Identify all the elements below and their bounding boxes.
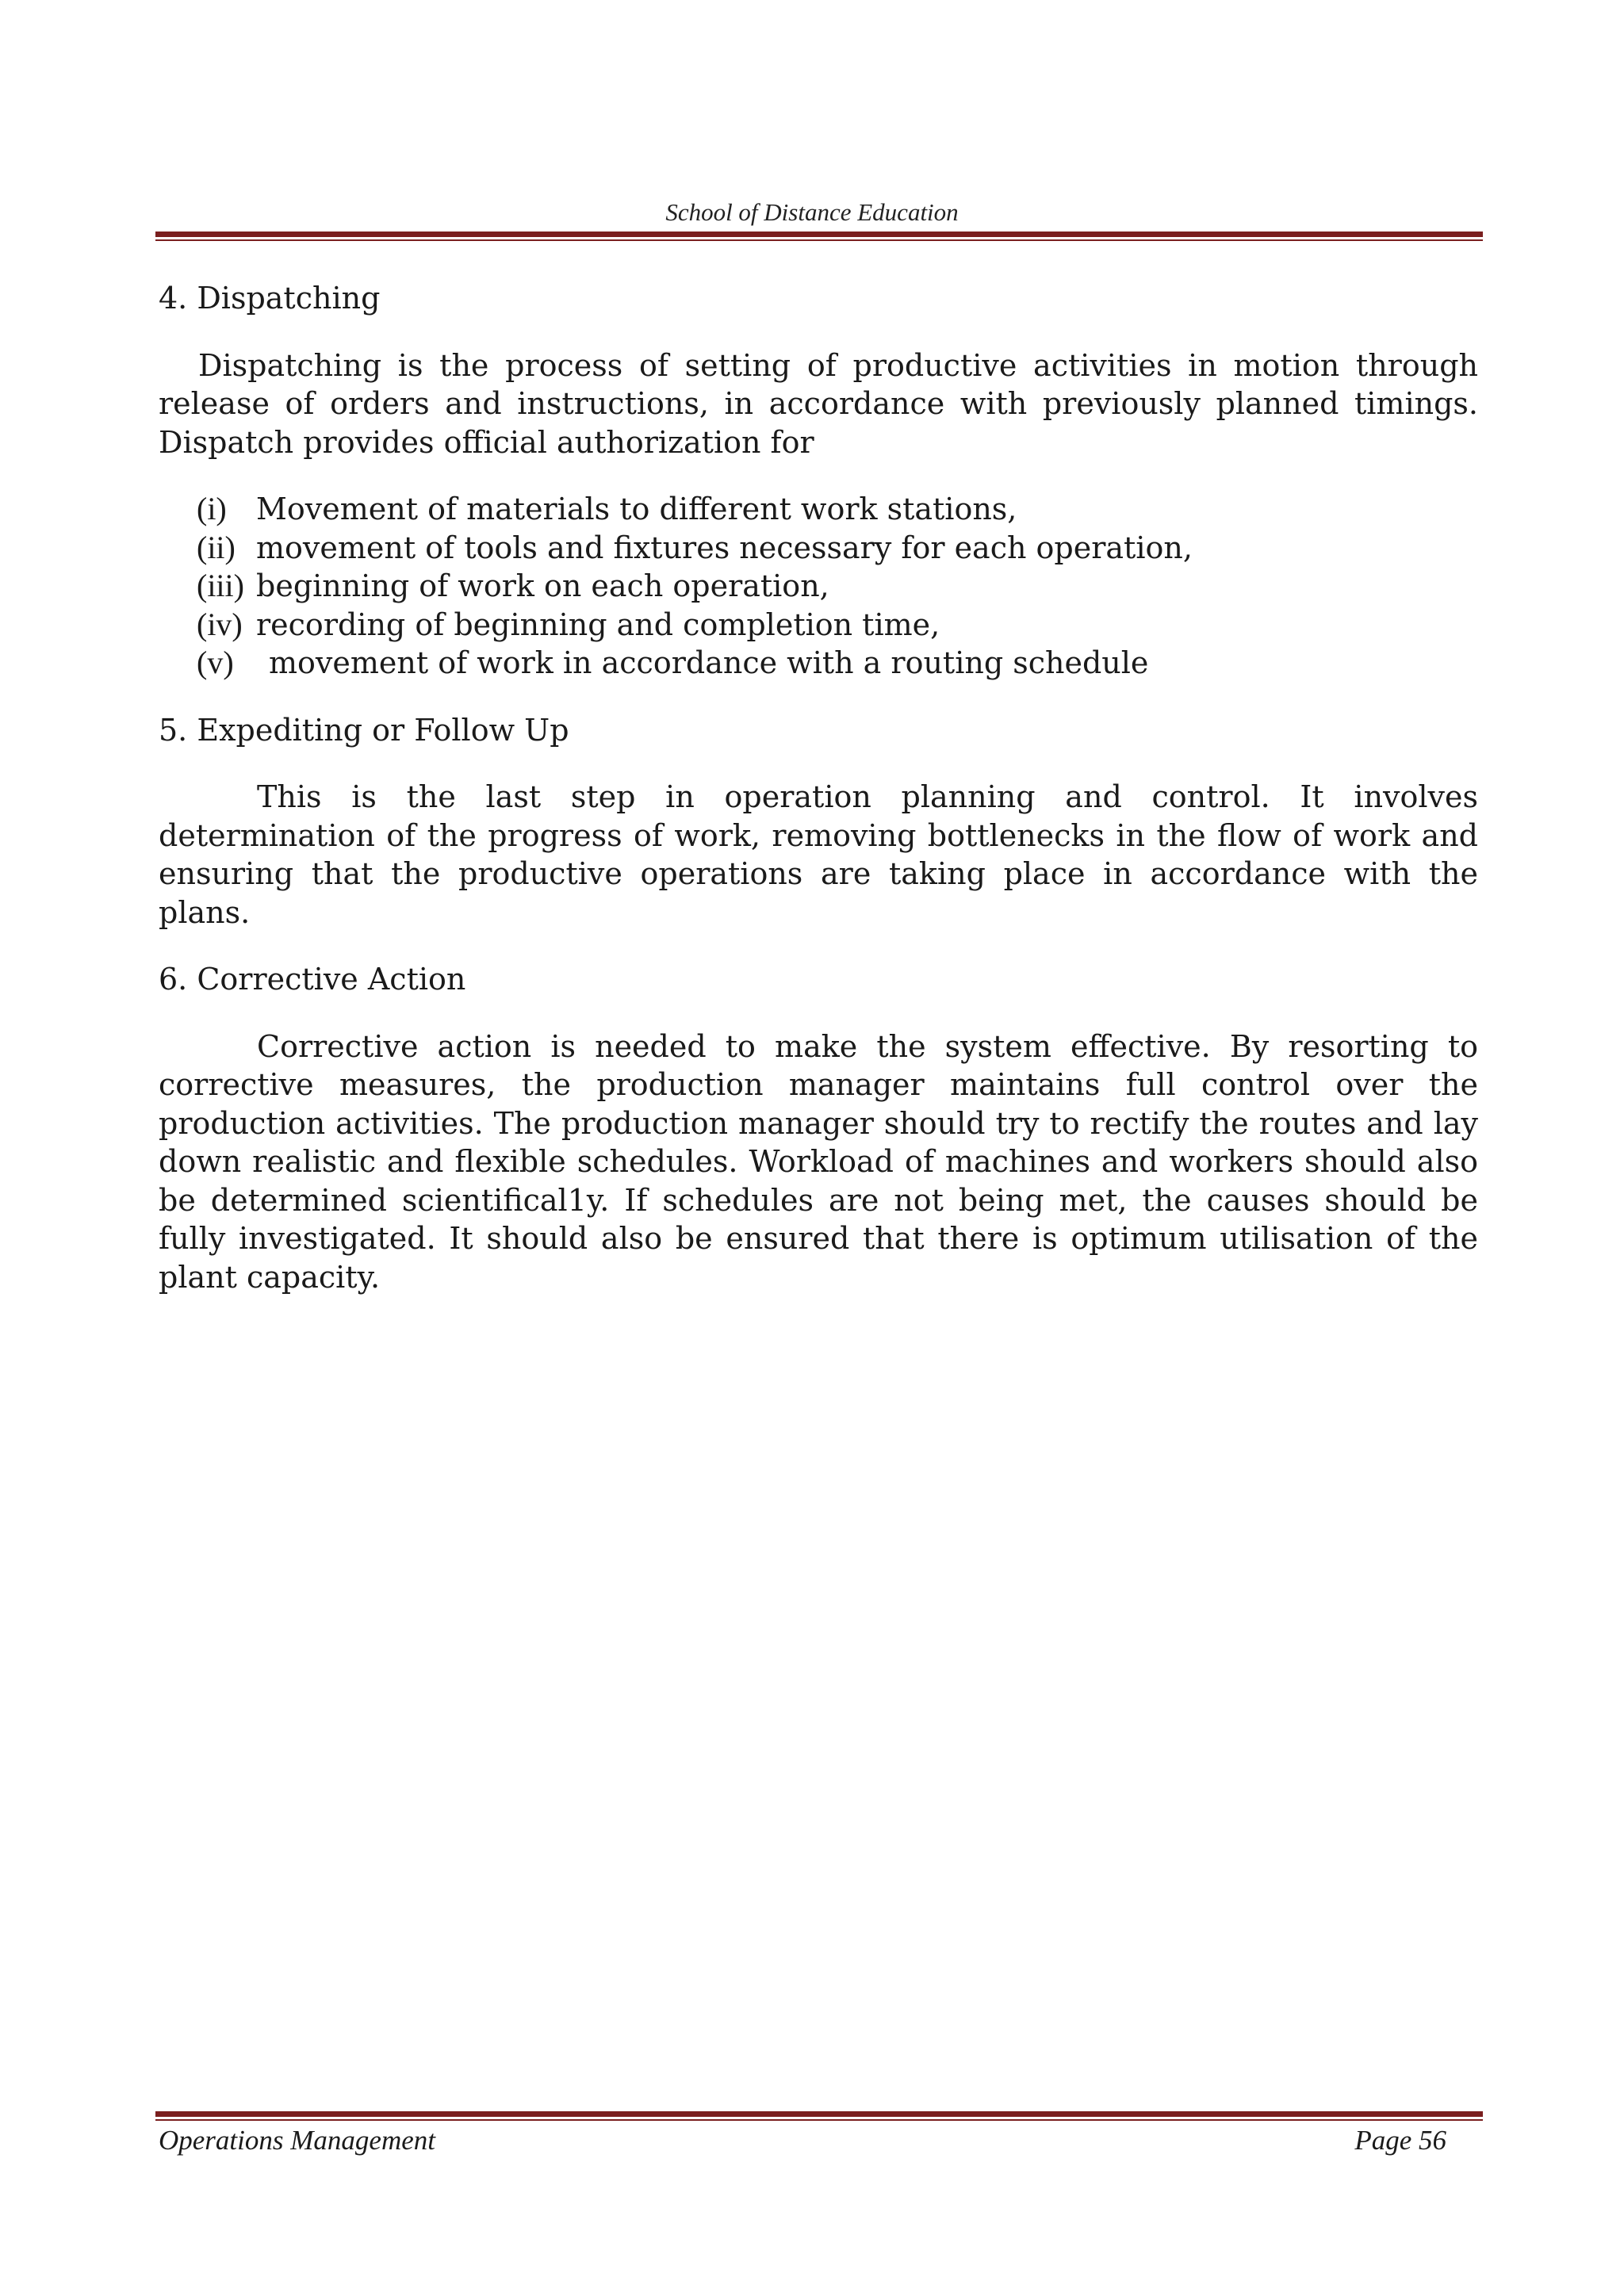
list-marker: (i) bbox=[197, 491, 227, 526]
section-heading-dispatching: 4. Dispatching bbox=[159, 281, 381, 316]
list-item bbox=[159, 529, 1478, 568]
dispatch-authorization-list bbox=[159, 490, 1478, 683]
footer-page-number: Page 56 bbox=[1354, 2125, 1446, 2156]
footer-rule bbox=[155, 2111, 1483, 2121]
page-footer bbox=[159, 2125, 1446, 2156]
section-heading-corrective-action: 6. Corrective Action bbox=[159, 962, 466, 997]
page-header-title: School of Distance Education bbox=[665, 198, 959, 226]
list-item bbox=[159, 644, 1478, 683]
paragraph-expediting: This is the last step in operation planning and control. It involves determination of the progress of work, removing bottlenecks in the flow of work and ensuring that the productive operations are taking place in accordance with the plans. bbox=[159, 779, 1478, 930]
list-item-text: recording of beginning and completion time, bbox=[256, 607, 940, 642]
list-marker: (iv) bbox=[197, 606, 243, 642]
list-item bbox=[159, 606, 1478, 645]
list-marker: (iii) bbox=[197, 568, 244, 603]
list-marker: (ii) bbox=[197, 529, 236, 565]
list-item bbox=[159, 567, 1478, 606]
list-item-text: movement of tools and fixtures necessary for each operation, bbox=[256, 530, 1193, 565]
paragraph-corrective-action: Corrective action is needed to make the system effective. By resorting to corrective measures, the production manager maintains full control over the production activities. The production manager should try to rectify the routes and lay down realistic and flexible schedules. Workload of machines and workers should also be determined scientifical1y. If schedules are not being met, the causes should be fully investigated. It should also be ensured that there is optimum utilisation of the plant capacity. bbox=[159, 1028, 1478, 1295]
list-item-text: Movement of materials to different work stations, bbox=[256, 492, 1017, 526]
footer-course-title: Operations Management bbox=[159, 2125, 435, 2156]
paragraph-dispatching: Dispatching is the process of setting of productive activities in motion through release of orders and instructions, in accordance with previously planned timings. Dispatch provides official authorization for bbox=[159, 347, 1478, 460]
header-rule bbox=[155, 232, 1483, 241]
list-item bbox=[159, 490, 1478, 529]
section-heading-expediting: 5. Expediting or Follow Up bbox=[159, 712, 569, 748]
list-item-text: movement of work in accordance with a routing schedule bbox=[269, 645, 1149, 680]
list-item-text: beginning of work on each operation, bbox=[256, 568, 829, 603]
list-marker: (v) bbox=[197, 645, 234, 680]
page-content bbox=[159, 279, 1478, 1325]
